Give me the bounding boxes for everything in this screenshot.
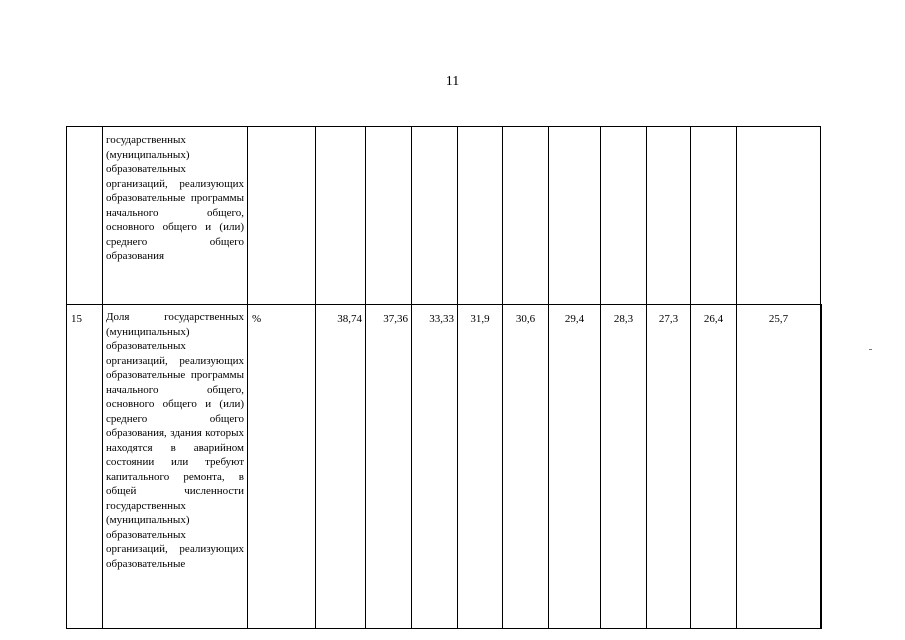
scan-speck [869,349,872,350]
indicator-name-cell: государственных (муниципальных) образовательных организаций, реализующих образовательные программы начального общего, основного общего и (или) среднего общего образования [103,127,248,305]
value-cell [549,127,601,305]
value-cell: 27,3 [647,305,691,629]
value-cell: 37,36 [366,305,412,629]
indicators-table [66,126,822,629]
value-cell [458,127,503,305]
value-cell [601,127,647,305]
value-cell: 33,33 [412,305,458,629]
value-cell [647,127,691,305]
value-cell: 28,3 [601,305,647,629]
table-row-15 [67,305,822,629]
value-cell: 30,6 [503,305,549,629]
page-number: 11 [445,74,460,89]
value-cell: 26,4 [691,305,737,629]
value-cell [821,305,822,629]
value-cell: 38,74 [316,305,366,629]
value-cell [412,127,458,305]
unit-cell: % [248,305,316,629]
value-cell: 25,7 [737,305,821,629]
value-cell: 29,4 [549,305,601,629]
value-cell: 31,9 [458,305,503,629]
value-cell [737,127,821,305]
unit-cell [248,127,316,305]
num-cell [67,127,103,305]
row-number: 15 [67,305,103,629]
indicator-name-cell: Доля государственных (муниципальных) образовательных организаций, реализующих образовательные программы начального общего, основного общего и (или) среднего общего образования, здания которых находятся в аварийном состоянии или требуют капитального ремонта, в общей численности государственных (муниципальных) образовательных организаций, реализующих образовательные [103,305,248,629]
value-cell [503,127,549,305]
value-cell [316,127,366,305]
table-row-continued [67,127,822,305]
value-cell [691,127,737,305]
value-cell [366,127,412,305]
